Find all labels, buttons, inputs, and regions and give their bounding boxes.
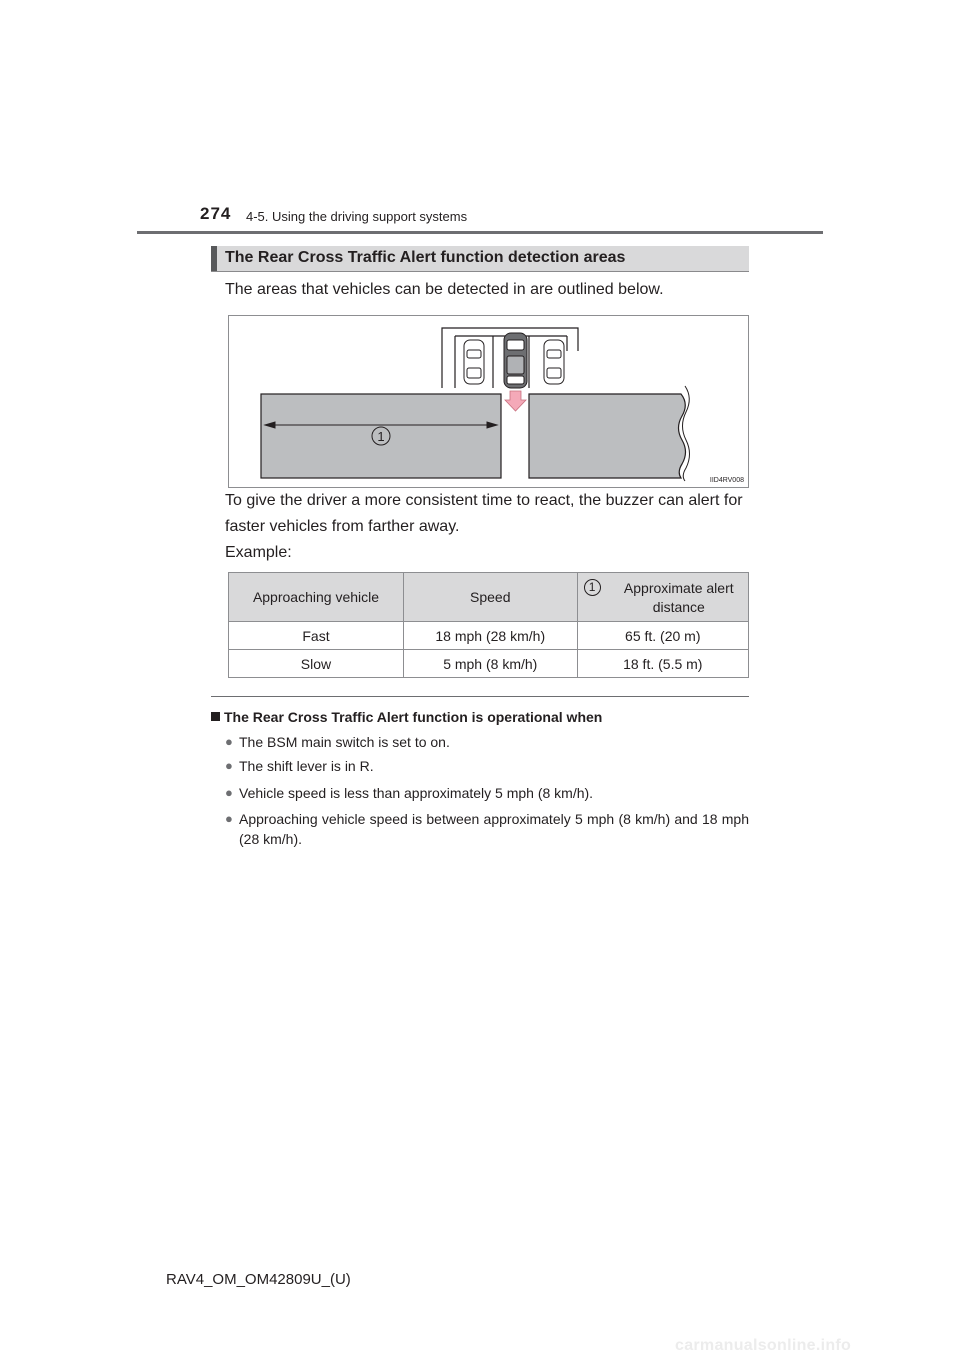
list-item bbox=[225, 809, 749, 849]
example-label: Example: bbox=[225, 544, 292, 561]
list-item-text: Vehicle speed is less than approximately 5 mph (8 km/h). bbox=[239, 785, 594, 801]
figure-code: IID4RV008 bbox=[709, 477, 744, 484]
car-icon bbox=[544, 340, 564, 384]
callout-number: 1 bbox=[377, 429, 385, 444]
callout-marker: 1 bbox=[584, 579, 601, 596]
section-path: 4-5. Using the driving support systems bbox=[246, 209, 468, 224]
table-cell: 18 mph (28 km/h) bbox=[403, 622, 577, 650]
table-header: Speed bbox=[403, 573, 577, 622]
subheading-bar bbox=[211, 246, 749, 272]
notes-heading bbox=[211, 709, 602, 725]
table-cell: 5 mph (8 km/h) bbox=[403, 650, 577, 678]
own-vehicle-icon bbox=[504, 333, 527, 388]
table-header-row bbox=[229, 573, 749, 622]
table-cell: Slow bbox=[229, 650, 404, 678]
detection-area-figure bbox=[228, 315, 749, 488]
circle-bullet-icon: ● bbox=[225, 734, 233, 749]
notes-heading-text: The Rear Cross Traffic Alert function is operational when bbox=[224, 709, 603, 725]
table-cell: Fast bbox=[229, 622, 404, 650]
circle-bullet-icon: ● bbox=[225, 785, 233, 800]
table-header bbox=[577, 573, 748, 622]
list-item-text: The shift lever is in R. bbox=[239, 758, 374, 774]
right-detection-area bbox=[529, 394, 686, 478]
document-code: RAV4_OM_OM42809U_(U) bbox=[166, 1271, 351, 1288]
buzzer-paragraph: To give the driver a more consistent time to react, the buzzer can alert for faster vehicles from farther away. bbox=[225, 492, 743, 535]
list-item-text: The BSM main switch is set to on. bbox=[239, 734, 450, 750]
table-header: Approaching vehicle bbox=[229, 573, 404, 622]
table-row bbox=[229, 622, 749, 650]
list-item bbox=[225, 756, 749, 776]
section-rule bbox=[211, 696, 749, 697]
table-cell: 65 ft. (20 m) bbox=[577, 622, 748, 650]
intro-paragraph: The areas that vehicles can be detected in are outlined below. bbox=[225, 281, 664, 298]
detection-area-diagram bbox=[229, 316, 748, 487]
subheading-title: The Rear Cross Traffic Alert function detection areas bbox=[225, 249, 626, 266]
circle-bullet-icon: ● bbox=[225, 758, 233, 773]
table-cell: 18 ft. (5.5 m) bbox=[577, 650, 748, 678]
list-item-text: Approaching vehicle speed is between approximately 5 mph (8 km/h) and 18 mph (28 km/h). bbox=[239, 811, 749, 847]
table-header-label: Approximate alert distance bbox=[623, 580, 734, 615]
car-icon bbox=[464, 340, 484, 384]
square-bullet-icon bbox=[211, 712, 220, 721]
header-rule bbox=[137, 231, 823, 234]
watermark: carmanualsonline.info bbox=[675, 1337, 852, 1354]
table-row bbox=[229, 650, 749, 678]
alert-distance-table bbox=[228, 572, 749, 678]
subheading-accent bbox=[211, 246, 217, 271]
list-item bbox=[225, 783, 749, 803]
list-item bbox=[225, 732, 749, 752]
page-number: 274 bbox=[200, 204, 232, 223]
reverse-arrow-icon bbox=[505, 391, 526, 411]
circle-bullet-icon: ● bbox=[225, 811, 233, 826]
